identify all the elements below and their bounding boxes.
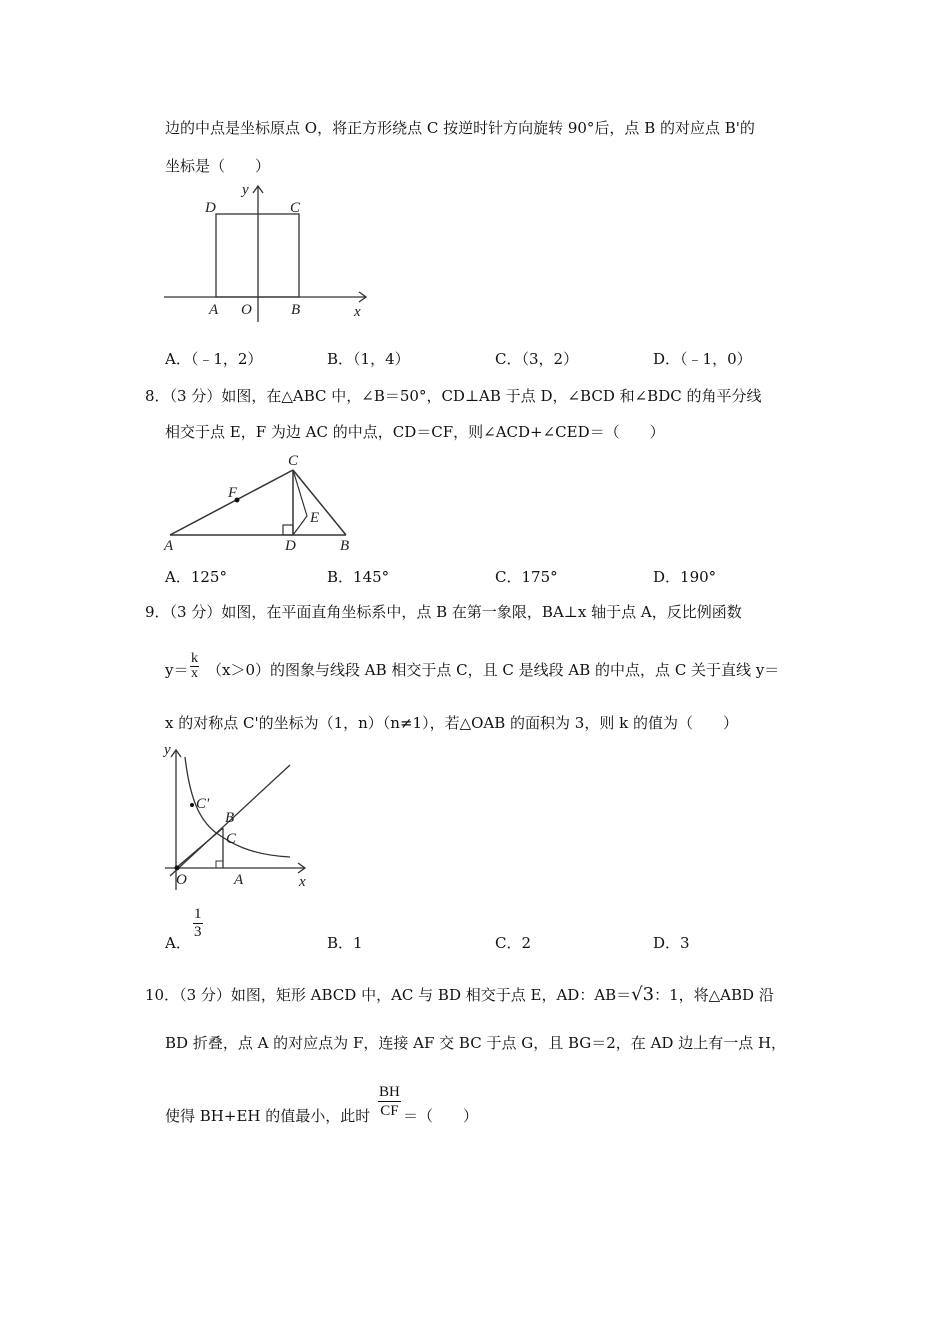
q8-option-b[interactable]: B．145° [327, 568, 390, 586]
label-E: E [310, 510, 320, 526]
label-x: x [299, 874, 306, 890]
sqrt-3: √3 [631, 984, 655, 1005]
label-D: D [205, 200, 216, 216]
q9-option-a[interactable] [165, 933, 191, 953]
q10-text-line-1a: 10．（3 分）如图，矩形 ABCD 中，AC 与 BD 相交于点 E，AD：AB＝ [145, 986, 632, 1004]
q9-text-line-3: x 的对称点 C'的坐标为（1，n）（n≠1），若△OAB 的面积为 3，则 k 的值为（ ） [165, 714, 738, 732]
q10-text-line-1b: ：1，将△ABD 沿 [654, 986, 774, 1004]
point-C-prime [190, 803, 194, 807]
q7-figure-square-on-axes [164, 186, 366, 322]
fraction-numerator: BH [379, 1084, 400, 1100]
fraction-numerator: 1 [194, 906, 202, 922]
option-a-label: A． [165, 934, 191, 952]
label-A: A [209, 302, 219, 318]
fraction-numerator: k [191, 651, 198, 666]
q7-option-b[interactable]: B．（1，4） [327, 350, 410, 368]
q10-text-line-1 [145, 985, 774, 1005]
fraction-bh-over-cf [378, 1083, 401, 1120]
label-B: B [291, 302, 301, 318]
q9-option-b[interactable]: B．1 [327, 934, 363, 952]
q9-option-c[interactable]: C．2 [495, 934, 532, 952]
fraction-denominator: 3 [194, 924, 202, 940]
q8-text-line-2: 相交于点 E，F 为边 AC 的中点，CD＝CF，则∠ACD+∠CED＝（ ） [165, 423, 665, 441]
q9-text-line-1: 9．（3 分）如图，在平面直角坐标系中，点 B 在第一象限，BA⊥x 轴于点 A，反比例函数 [145, 603, 742, 621]
label-F: F [228, 485, 238, 501]
label-B: B [340, 538, 350, 554]
q10-text-line-3: 使得 BH+EH 的值最小，此时 [165, 1107, 371, 1125]
q8-option-a[interactable]: A．125° [165, 568, 227, 586]
label-O: O [241, 302, 252, 318]
q7-text-line-2: 坐标是（ ） [165, 157, 271, 175]
q9-option-d[interactable]: D．3 [653, 934, 690, 952]
label-y: y [164, 742, 171, 758]
right-angle-mark [283, 525, 293, 535]
q8-figure-triangle [170, 470, 346, 535]
label-D: D [285, 538, 296, 554]
q7-option-d[interactable]: D．（﹣1，0） [653, 350, 752, 368]
q7-option-c[interactable]: C．（3，2） [495, 350, 579, 368]
fraction-denominator: x [191, 666, 198, 681]
label-A: A [234, 872, 244, 888]
label-C: C [226, 831, 237, 847]
q8-text-line-1: 8．（3 分）如图，在△ABC 中，∠B＝50°，CD⊥AB 于点 D，∠BCD 和∠BDC 的角平分线 [145, 387, 762, 405]
q10-text-line-3-suffix: ＝（ ） [403, 1107, 479, 1125]
label-C-prime: C' [196, 796, 210, 812]
q9-text-line-2: （x＞0）的图象与线段 AB 相交于点 C，且 C 是线段 AB 的中点，点 C 关于直线 y＝ [207, 661, 780, 679]
q7-text-line-1: 边的中点是坐标原点 O，将正方形绕点 C 按逆时针方向旋转 90°后，点 B 的对应点 B'的 [165, 119, 755, 137]
label-A: A [164, 538, 174, 554]
label-C: C [290, 200, 301, 216]
label-C: C [288, 453, 299, 469]
label-O: O [176, 872, 187, 888]
q7-option-a[interactable]: A．（﹣1，2） [165, 350, 263, 368]
fraction-k-over-x [190, 652, 199, 681]
q10-text-line-2: BD 折叠，点 A 的对应点为 F，连接 AF 交 BC 于点 G，且 BG＝2，在 AD 边上有一点 H， [165, 1034, 787, 1052]
fraction-denominator: CF [380, 1103, 399, 1119]
q8-option-c[interactable]: C．175° [495, 568, 558, 586]
q8-option-d[interactable]: D．190° [653, 568, 717, 586]
label-x: x [354, 304, 361, 320]
label-B: B [225, 810, 235, 826]
q9-option-a-fraction [193, 906, 203, 941]
q9-y-equals: y＝ [165, 661, 189, 679]
q9-figure-coordinate-plot [165, 750, 305, 890]
point-O [175, 866, 180, 871]
label-y: y [242, 182, 249, 198]
